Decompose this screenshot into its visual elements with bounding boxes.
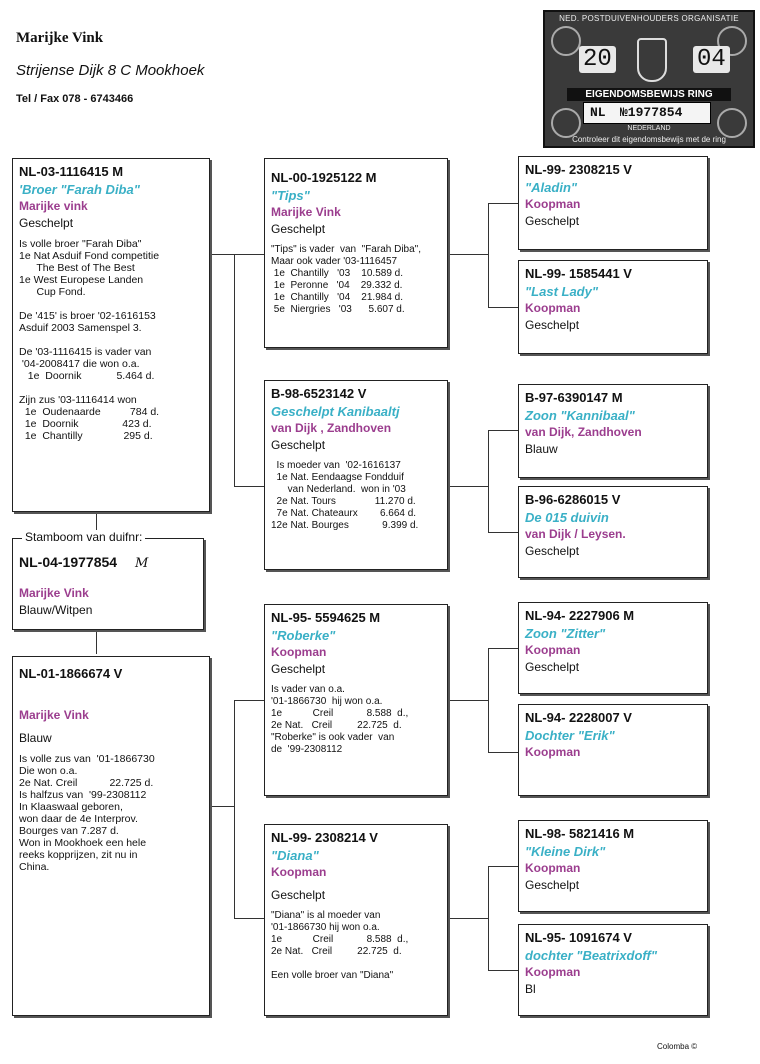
emblem-icon bbox=[551, 108, 581, 138]
plumage-color: Geschelpt bbox=[271, 438, 326, 452]
certificate-footer: Controleer dit eigendomsbewijs met de ring bbox=[572, 135, 726, 144]
owner: Koopman bbox=[525, 745, 581, 759]
great-grandparent-card-5 bbox=[518, 602, 708, 694]
breeder-name: Marijke Vink bbox=[16, 30, 104, 46]
certificate-year-right: 04 bbox=[693, 46, 730, 73]
owner: Koopman bbox=[525, 861, 581, 875]
pigeon-name: "Diana" bbox=[271, 848, 319, 863]
ring-number: NL-99- 1585441 V bbox=[525, 266, 632, 281]
certificate-country: NL bbox=[590, 105, 606, 120]
pigeon-name: dochter "Beatrixdoff" bbox=[525, 948, 657, 963]
plumage-color: Geschelpt bbox=[271, 888, 326, 902]
plumage-color: Geschelpt bbox=[525, 878, 580, 892]
grandfather-maternal-card bbox=[264, 604, 448, 796]
owner: Koopman bbox=[525, 301, 581, 315]
owner: Marijke Vink bbox=[19, 586, 89, 600]
plumage-color: Geschelpt bbox=[525, 318, 580, 332]
ring-number: NL-98- 5821416 M bbox=[525, 826, 635, 841]
plumage-color: Blauw bbox=[525, 442, 558, 456]
pigeon-name: 'Broer "Farah Diba" bbox=[19, 182, 140, 197]
results-notes: Is vader van o.a. '01-1866730 hij won o.a. 1e Creil 8.588 d., 2e Nat. Creil 22.725 d. "Roberke" is ook vader van de '99-2308112 bbox=[271, 684, 409, 755]
plumage-color: Geschelpt bbox=[271, 222, 326, 236]
results-notes: Is volle broer "Farah Diba" 1e Nat Asduif Fond competitie The Best of The Best 1e West Europese Landen Cup Fond. De '415' is broer '02-1616153 Asduif 2003 Samenspel 3. De '03-1116415 is vader van '04-2008417 die won o.a. 1e Doornik 5.464 d. Zijn zus '03-1116414 won 1e Oudenaarde 784 d. 1e Doornik 423 d. 1e Chantilly 295 d. bbox=[19, 238, 160, 442]
subject-card bbox=[12, 538, 204, 630]
ring-number: B-98-6523142 V bbox=[271, 386, 367, 401]
great-grandparent-card-7 bbox=[518, 820, 708, 912]
pigeon-name: "Roberke" bbox=[271, 628, 336, 643]
grandmother-maternal-card bbox=[264, 824, 448, 1016]
pigeon-name: "Kleine Dirk" bbox=[525, 844, 606, 859]
owner: van Dijk / Leysen. bbox=[525, 527, 626, 541]
great-grandparent-card-1 bbox=[518, 156, 708, 250]
owner: Marijke Vink bbox=[271, 205, 341, 219]
plumage-color: Blauw/Witpen bbox=[19, 603, 93, 617]
ring-number: B-97-6390147 M bbox=[525, 390, 623, 405]
plumage-color: Bl bbox=[525, 982, 536, 996]
owner: van Dijk , Zandhoven bbox=[271, 421, 392, 435]
ring-number: NL-94- 2227906 M bbox=[525, 608, 635, 623]
pigeon-name: Geschelpt Kanibaaltj bbox=[271, 404, 400, 419]
emblem-icon bbox=[717, 108, 747, 138]
mother-card bbox=[12, 656, 210, 1016]
colomba-brand: Colomba © bbox=[657, 1042, 698, 1051]
plumage-color: Blauw bbox=[19, 731, 52, 745]
pigeon-name: Zoon "Kannibaal" bbox=[525, 408, 635, 423]
plumage-color: Geschelpt bbox=[271, 662, 326, 676]
ring-number bbox=[19, 553, 197, 573]
results-notes: "Tips" is vader van "Farah Diba", Maar ook vader '03-1116457 1e Chantilly '03 10.589 d. 1e Peronne '04 29.332 d. 1e Chantilly '04 21.984 d. 5e Niergries '03 5.607 d. bbox=[271, 244, 421, 315]
great-grandparent-card-6 bbox=[518, 704, 708, 796]
certificate-org: NED. POSTDUIVENHOUDERS ORGANISATIE bbox=[559, 14, 739, 23]
grandmother-paternal-card bbox=[264, 380, 448, 570]
pigeon-name: De 015 duivin bbox=[525, 510, 609, 525]
results-notes: Is volle zus van '01-1866730 Die won o.a. 2e Nat. Creil 22.725 d. Is halfzus van '99-2308112 In Klaaswaal geboren, won daar de 4e Interprov. Bourges van 7.287 d. Won in Mookhoek een hele reeks kopprijzen, zit nu in China. bbox=[19, 753, 155, 873]
owner: Marijke vink bbox=[19, 199, 88, 213]
ring-number: NL-01-1866674 V bbox=[19, 666, 123, 681]
ring-number: NL-95- 5594625 M bbox=[271, 610, 381, 625]
plumage-color: Geschelpt bbox=[525, 544, 580, 558]
certificate-year-left: 20 bbox=[579, 46, 616, 73]
ring-number: B-96-6286015 V bbox=[525, 492, 621, 507]
owner: Koopman bbox=[525, 643, 581, 657]
sex-mark: M bbox=[134, 556, 149, 571]
pigeon-name: "Aladin" bbox=[525, 180, 578, 195]
certificate-region: NEDERLAND bbox=[627, 125, 671, 132]
plumage-color: Geschelpt bbox=[525, 660, 580, 674]
owner: Koopman bbox=[271, 645, 327, 659]
pigeon-name: Zoon "Zitter" bbox=[525, 626, 606, 641]
father-card bbox=[12, 158, 210, 512]
certificate-number: №1977854 bbox=[620, 105, 683, 120]
great-grandparent-card-8 bbox=[518, 924, 708, 1016]
pigeon-name: Dochter "Erik" bbox=[525, 728, 615, 743]
great-grandparent-card-2 bbox=[518, 260, 708, 354]
great-grandparent-card-4 bbox=[518, 486, 708, 578]
plumage-color: Geschelpt bbox=[19, 216, 74, 230]
pedigree-caption: Stamboom van duifnr: bbox=[22, 530, 145, 544]
ring-number: NL-95- 1091674 V bbox=[525, 930, 632, 945]
grandfather-paternal-card bbox=[264, 158, 448, 348]
ring-number: NL-00-1925122 M bbox=[271, 170, 377, 185]
ring-number: NL-99- 2308214 V bbox=[271, 830, 378, 845]
pigeon-name: "Last Lady" bbox=[525, 284, 599, 299]
crest-icon bbox=[637, 38, 667, 82]
ring-certificate bbox=[543, 10, 755, 148]
plumage-color: Geschelpt bbox=[525, 214, 580, 228]
ring-number: NL-94- 2228007 V bbox=[525, 710, 632, 725]
owner: van Dijk, Zandhoven bbox=[525, 425, 642, 439]
owner: Marijke Vink bbox=[19, 708, 89, 722]
certificate-band: EIGENDOMSBEWIJS RING bbox=[567, 88, 731, 101]
results-notes: "Diana" is al moeder van '01-1866730 hij won o.a. 1e Creil 8.588 d., 2e Nat. Creil 22.725 d. Een volle broer van "Diana" bbox=[271, 910, 409, 981]
breeder-address: Strijense Dijk 8 C Mookhoek bbox=[16, 62, 205, 79]
breeder-phone: Tel / Fax 078 - 6743466 bbox=[16, 93, 134, 105]
results-notes: Is moeder van '02-1616137 1e Nat. Eendaagse Fondduif van Nederland. won in '03 2e Nat. Tours 11.270 d. 7e Nat. Chateaurx 6.664 d. 12e Nat. Bourges 9.399 d. bbox=[271, 460, 419, 531]
subject-ring: NL-04-1977854 bbox=[19, 554, 118, 570]
pigeon-name: "Tips" bbox=[271, 188, 310, 203]
ring-number: NL-03-1116415 M bbox=[19, 164, 124, 179]
ring-number: NL-99- 2308215 V bbox=[525, 162, 632, 177]
owner: Koopman bbox=[525, 965, 581, 979]
certificate-number-box bbox=[583, 102, 711, 124]
owner: Koopman bbox=[271, 865, 327, 879]
emblem-icon bbox=[551, 26, 581, 56]
great-grandparent-card-3 bbox=[518, 384, 708, 478]
owner: Koopman bbox=[525, 197, 581, 211]
